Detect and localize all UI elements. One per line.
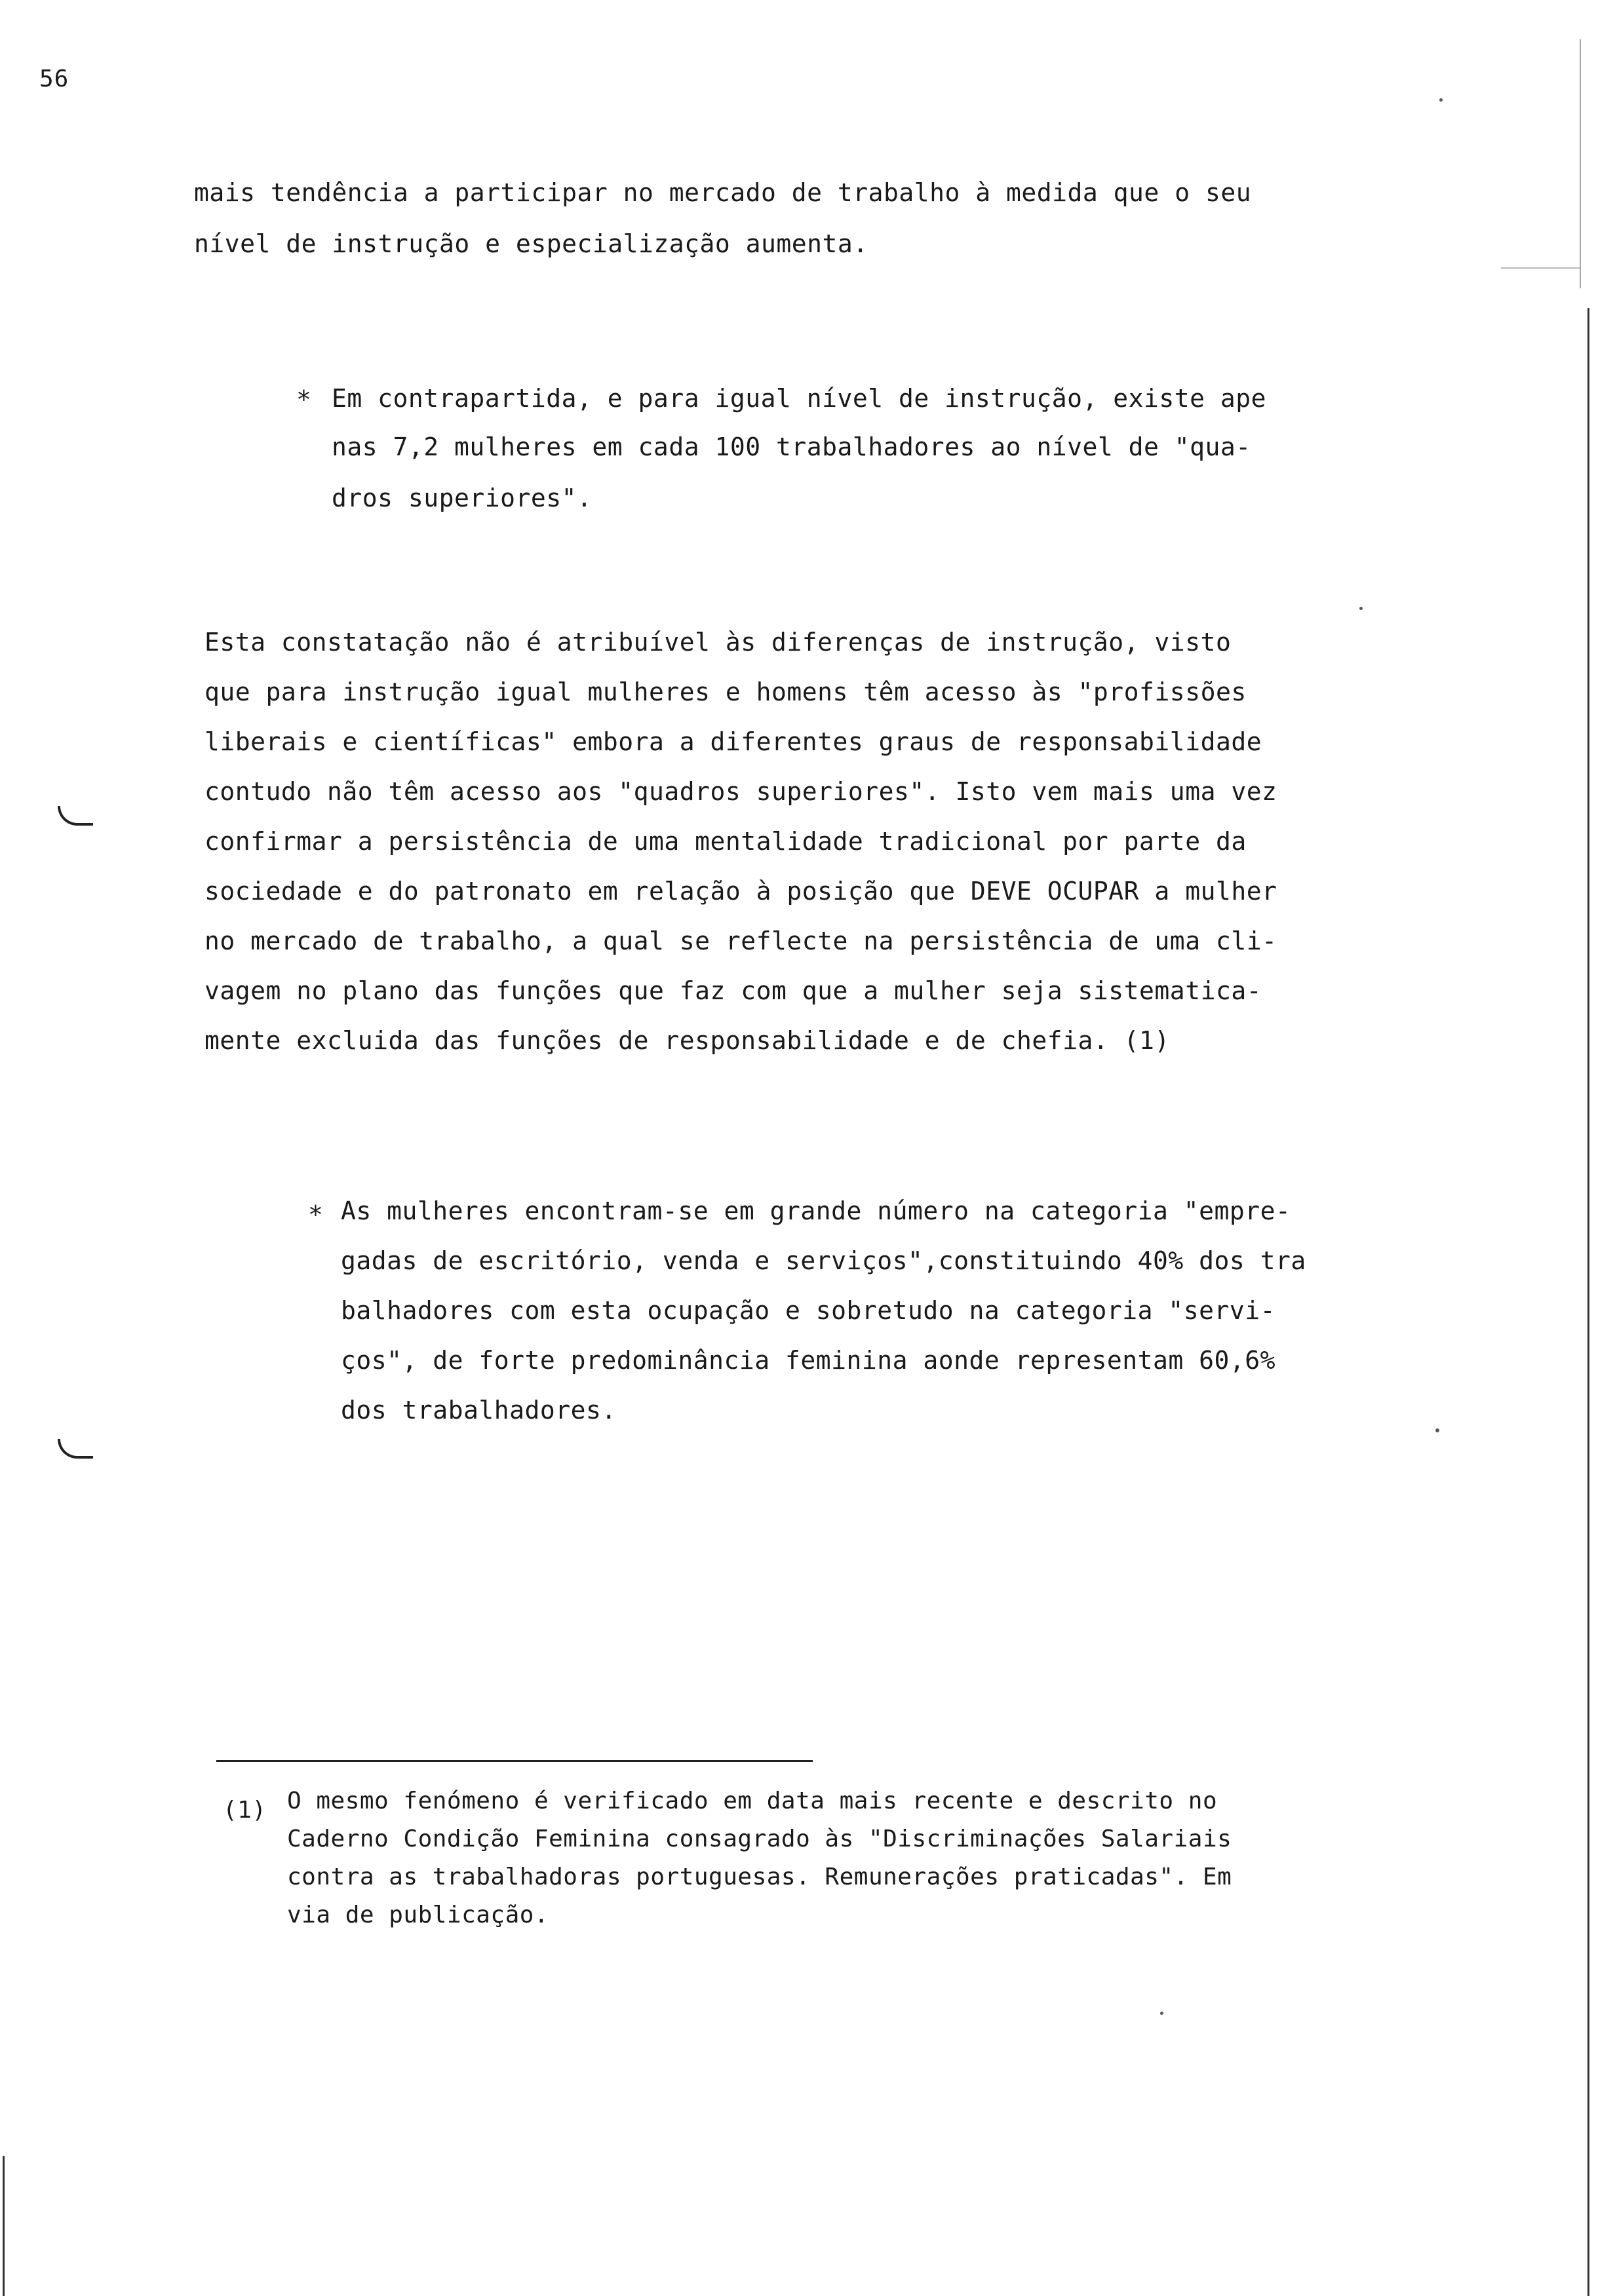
text-line: sociedade e do patronato em relação à posição que DEVE OCUPAR a mulher [204, 877, 1277, 906]
text-line: mais tendência a participar no mercado de trabalho à medida que o seu [194, 178, 1252, 207]
scan-speck [1160, 2012, 1163, 2015]
text-line: dros superiores". [332, 484, 593, 512]
bullet-marker: * [296, 385, 311, 414]
text-line: ços", de forte predominância feminina aonde representam 60,6% [341, 1346, 1276, 1375]
scan-edge-line [1501, 267, 1580, 269]
scan-speck [1435, 1428, 1439, 1432]
text-line: Em contrapartida, e para igual nível de instrução, existe ape [332, 384, 1267, 413]
footnote-marker: (1) [223, 1797, 267, 1824]
text-line: confirmar a persistência de uma mentalidade tradicional por parte da [204, 827, 1247, 856]
bullet-marker: * [308, 1200, 323, 1229]
footnote-line: via de publicação. [287, 1902, 549, 1928]
page-number: 56 [39, 66, 69, 92]
scan-edge-line [1580, 39, 1581, 288]
text-line: nível de instrução e especialização aumenta. [194, 229, 868, 258]
text-line: nas 7,2 mulheres em cada 100 trabalhadores ao nível de "qua- [332, 432, 1251, 461]
text-line: mente excluida das funções de responsabilidade e de chefia. (1) [204, 1026, 1170, 1055]
scan-edge-line [3, 2156, 5, 2296]
footnote-divider [216, 1760, 813, 1762]
text-line: gadas de escritório, venda e serviços",constituindo 40% dos tra [341, 1246, 1306, 1275]
margin-pencil-mark [58, 806, 93, 826]
scan-speck [1439, 98, 1443, 102]
scan-speck [1359, 607, 1363, 610]
text-line: As mulheres encontram-se em grande número na categoria "empre- [341, 1196, 1291, 1225]
text-line: liberais e científicas" embora a diferentes graus de responsabilidade [204, 727, 1262, 756]
text-line: Esta constatação não é atribuível às diferenças de instrução, visto [204, 628, 1232, 657]
text-line: balhadores com esta ocupação e sobretudo na categoria "servi- [341, 1296, 1276, 1325]
footnote-line: Caderno Condição Feminina consagrado às "Discriminações Salariais [287, 1826, 1232, 1852]
footnote-line: contra as trabalhadoras portuguesas. Remunerações praticadas". Em [287, 1864, 1232, 1890]
text-line: vagem no plano das funções que faz com que a mulher seja sistematica- [204, 976, 1262, 1005]
text-line: contudo não têm acesso aos "quadros superiores". Isto vem mais uma vez [204, 777, 1277, 806]
text-line: que para instrução igual mulheres e homens têm acesso às "profissões [204, 678, 1247, 706]
text-line: dos trabalhadores. [341, 1396, 617, 1425]
text-line: no mercado de trabalho, a qual se reflecte na persistência de uma cli- [204, 927, 1277, 955]
scan-edge-line [1587, 308, 1589, 2296]
footnote-line: O mesmo fenómeno é verificado em data mais recente e descrito no [287, 1788, 1218, 1814]
margin-pencil-mark [58, 1439, 93, 1459]
